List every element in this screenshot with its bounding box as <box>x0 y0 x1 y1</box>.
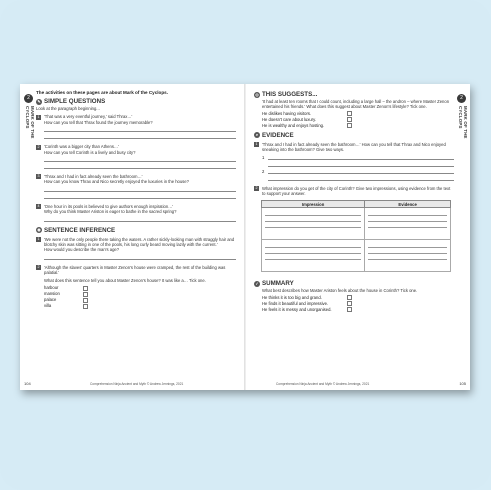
search-icon: ⌕ <box>255 132 259 138</box>
option-label: He is wealthy and enjoys hosting. <box>262 122 325 128</box>
evidence-question-2 <box>254 186 454 197</box>
tick-box[interactable] <box>347 123 352 128</box>
evidence-table <box>261 200 451 272</box>
chapter-label: MARK OF THE CYCLOPS <box>25 106 35 139</box>
question-number: 2 <box>37 144 40 149</box>
question-number: 2 <box>255 185 258 190</box>
page-footer: Comprehension Ninja Ancient and Myth © Andrew Jennings, 2021 <box>90 382 184 386</box>
chapter-label: MARK OF THE CYCLOPS <box>458 106 468 139</box>
summary-option-3 <box>262 307 352 313</box>
option-label: villa <box>44 303 52 309</box>
answer-line[interactable] <box>262 176 454 181</box>
question-prompt: How can you tell that Thrax found the journey memorable? <box>44 119 153 125</box>
table-cell[interactable] <box>365 240 451 272</box>
line-number: 1 <box>262 154 265 160</box>
tick-box[interactable] <box>347 301 352 306</box>
right-chapter-tab <box>457 94 466 154</box>
section-title: EVIDENCE <box>262 131 294 139</box>
question-quote: 'Thrax and I had in fact already seen the bathroom…' <box>44 174 143 180</box>
question-quote: 'Although the slaves' quarters in Master Zenon's house were cramped, the rest of the building was palatial.' <box>44 264 226 276</box>
right-content <box>254 88 454 313</box>
question-prompt: Why do you think Master Ariston is eager to bathe in the sacred spring? <box>44 209 177 215</box>
table-cell[interactable] <box>262 208 365 240</box>
question-quote: 'One hour in its pools is believed to give authors enough inspiration…' <box>44 203 174 209</box>
question-2 <box>36 144 236 171</box>
question-number: 3 <box>37 174 40 179</box>
option-label: harbour <box>44 285 59 291</box>
question-4 <box>36 204 236 224</box>
answer-line[interactable] <box>44 217 236 222</box>
tick-box[interactable] <box>347 307 352 312</box>
question-quote: 'We were not the only people there taking the waters. A rather sickly-looking man with straggly hair and blotchy skin was sitting in one of the pools, his long curly beard moving lazily with the current.' <box>44 236 235 248</box>
question-number: 4 <box>37 204 40 209</box>
section-heading-evidence <box>254 132 454 139</box>
question-number: 1 <box>37 114 40 119</box>
section-heading-summary <box>254 280 454 287</box>
summary-text: What best describes how Master Ariston feels about the house in Corinth? Tick one. <box>262 288 418 294</box>
answer-line[interactable] <box>44 187 236 192</box>
option-label: mansion <box>44 291 60 297</box>
answer-line[interactable] <box>44 127 236 132</box>
question-quote: 'That was a very eventful journey,' said Thrax…' <box>44 114 133 120</box>
magnifier-icon: ◉ <box>37 227 41 233</box>
chapter-number: 2 <box>24 94 33 103</box>
inference-question-2 <box>36 265 236 309</box>
option-label: He doesn't care about luxury. <box>262 116 317 122</box>
checkmark-icon: ✓ <box>255 280 259 286</box>
table-cell[interactable] <box>365 208 451 240</box>
tick-box[interactable] <box>83 304 88 309</box>
table-header-impression: Impression <box>262 201 365 208</box>
answer-line[interactable] <box>44 157 236 162</box>
section-heading-simple-questions <box>36 98 236 105</box>
page-footer: Comprehension Ninja Ancient and Myth © Andrew Jennings, 2021 <box>276 382 370 386</box>
option-label: palace <box>44 297 57 303</box>
question-number: 1 <box>37 236 40 241</box>
book-spread <box>20 84 470 390</box>
chapter-number: 2 <box>457 94 466 103</box>
answer-line[interactable] <box>44 164 236 169</box>
suggests-text: 'It had at least ten rooms that I could count, including a large hall – the andron – where Master Zenon entertained his friends.' What does this suggest about Master Zenon's lifestyle? Tick one. <box>262 99 450 110</box>
question-prompt: How can you know Thrax and Nico secretly enjoyed the luxuries in the house? <box>44 179 189 185</box>
question-text: What impression do you get of the city of Corinth? Give two impressions, using evidence from the text to support your answer. <box>262 185 451 197</box>
tick-box[interactable] <box>347 295 352 300</box>
section-title: THIS SUGGESTS... <box>262 91 318 98</box>
section-heading-sentence-inference <box>36 227 236 234</box>
table-header-evidence: Evidence <box>365 201 451 208</box>
question-prompt: How can you tell Corinth is a lively and busy city? <box>44 149 136 155</box>
answer-line[interactable] <box>44 194 236 199</box>
table-row <box>262 240 451 272</box>
question-number: 2 <box>37 265 40 270</box>
tick-box[interactable] <box>83 286 88 291</box>
numbered-answer-line[interactable] <box>262 169 454 174</box>
question-1 <box>36 114 236 141</box>
section-title: SIMPLE QUESTIONS <box>44 98 106 105</box>
option-label: He feels it is messy and unorganised. <box>262 306 332 312</box>
question-prompt: What does this sentence tell you about Master Zenon's house? It was like a… Tick one. <box>44 277 206 283</box>
numbered-answer-line[interactable] <box>262 155 454 160</box>
table-cell[interactable] <box>262 240 365 272</box>
pencil-icon: ✎ <box>37 98 41 104</box>
section-heading-this-suggests <box>254 91 454 98</box>
option-villa <box>44 303 88 309</box>
tick-box[interactable] <box>347 111 352 116</box>
left-page <box>20 84 244 390</box>
left-content <box>36 88 236 309</box>
question-prompt: How would you describe the man's age? <box>44 247 120 253</box>
section-title: SUMMARY <box>262 280 294 288</box>
question-3 <box>36 174 236 201</box>
page-number: 105 <box>459 381 466 386</box>
option-label: He dislikes having visitors. <box>262 110 312 116</box>
section-title: SENTENCE INFERENCE <box>44 226 116 234</box>
eye-icon: ◎ <box>255 91 259 97</box>
question-number: 1 <box>255 142 258 147</box>
answer-line[interactable] <box>262 162 454 167</box>
instruction-text: Look at the paragraph beginning... <box>36 106 100 111</box>
tick-box[interactable] <box>83 292 88 297</box>
left-chapter-tab <box>24 94 33 154</box>
suggests-option-3 <box>262 123 352 129</box>
question-text: 'Thrax and I had in fact already seen the bathroom…' How can you tell that Thrax and Nico enjoyed sneaking into the bathroom? Give two ways. <box>262 141 446 153</box>
answer-line[interactable] <box>44 255 236 260</box>
option-label: He finds it beautiful and impressive. <box>262 300 329 306</box>
evidence-question-1 <box>254 142 454 181</box>
table-row <box>262 208 451 240</box>
page-number: 104 <box>24 381 31 386</box>
question-quote: 'Corinth was a bigger city than Athens…' <box>44 144 119 150</box>
answer-line[interactable] <box>44 134 236 139</box>
right-page <box>246 84 470 390</box>
intro-text: The activities on these pages are about Mark of the Cyclops. <box>36 90 168 95</box>
inference-question-1 <box>36 237 236 262</box>
option-label: He thinks it is too big and grand. <box>262 294 322 300</box>
line-number: 2 <box>262 168 265 174</box>
tick-box[interactable] <box>83 298 88 303</box>
tick-box[interactable] <box>347 117 352 122</box>
